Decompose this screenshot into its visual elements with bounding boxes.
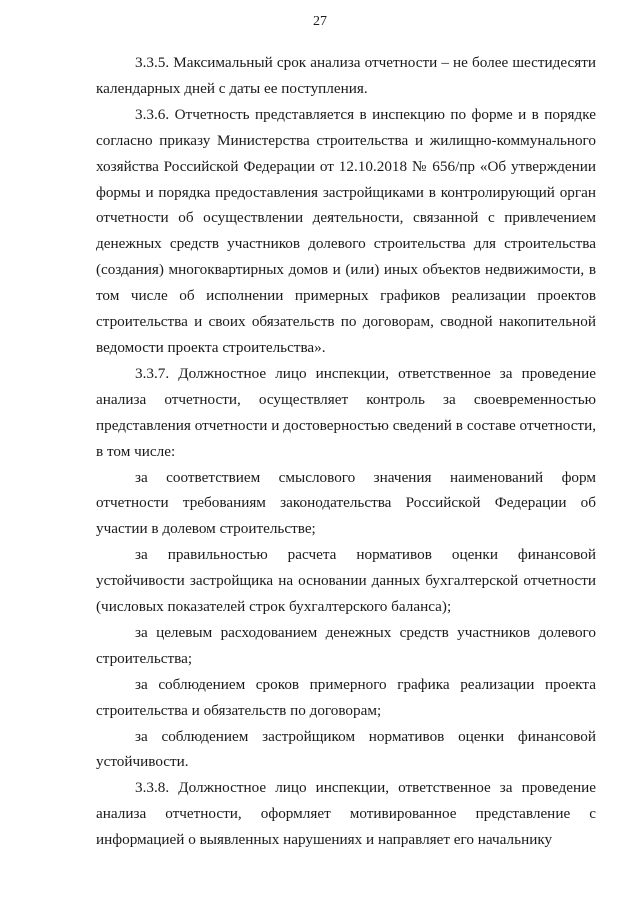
paragraph-3-3-8: 3.3.8. Должностное лицо инспекции, ответственное за проведение анализа отчетности, оформляет мотивированное представление с информацией о выявленных нарушениях и направляет его начальнику	[96, 779, 596, 849]
paragraph-3-3-6: 3.3.6. Отчетность представляется в инспекцию по форме и в порядке согласно приказу Министерства строительства и жилищно-коммунального хозяйства Российской Федерации от 12.10.2018 № 656/пр «Об утверждении формы и порядка предоставления застройщиками в контролирующий орган отчетности об осуществлении деятельности, связанной с привлечением денежных средств участников долевого строительства для строительства (создания) многоквартирных домов и (или) иных объектов недвижимости, в том числе об исполнении примерных графиков реализации проектов строительства и своих обязательств по договорам, сводной накопительной ведомости проекта строительства».	[96, 105, 596, 356]
list-item-targeted-spending: за целевым расходованием денежных средств участников долевого строительства;	[96, 623, 596, 667]
paragraph-3-3-5: 3.3.5. Максимальный срок анализа отчетности – не более шестидесяти календарных дней с даты ее поступления.	[96, 54, 596, 97]
list-item-stability-norms: за соблюдением застройщиком нормативов оценки финансовой устойчивости.	[96, 727, 596, 771]
paragraph-3-3-7: 3.3.7. Должностное лицо инспекции, ответственное за проведение анализа отчетности, осуществляет контроль за своевременностью представления отчетности и достоверностью сведений в составе отчетности, в том числе:	[96, 364, 596, 460]
page-number: 27	[313, 14, 327, 29]
list-item-form-names: за соответствием смыслового значения наименований форм отчетности требованиям законодательства Российской Федерации об участии в долевом строительстве;	[96, 468, 596, 538]
list-item-financial-norms: за правильностью расчета нормативов оценки финансовой устойчивости застройщика на основании данных бухгалтерской отчетности (числовых показателей строк бухгалтерского баланса);	[96, 546, 596, 616]
document-body	[96, 50, 596, 853]
list-item-schedule-compliance: за соблюдением сроков примерного графика реализации проекта строительства и обязательств по договорам;	[96, 675, 596, 719]
